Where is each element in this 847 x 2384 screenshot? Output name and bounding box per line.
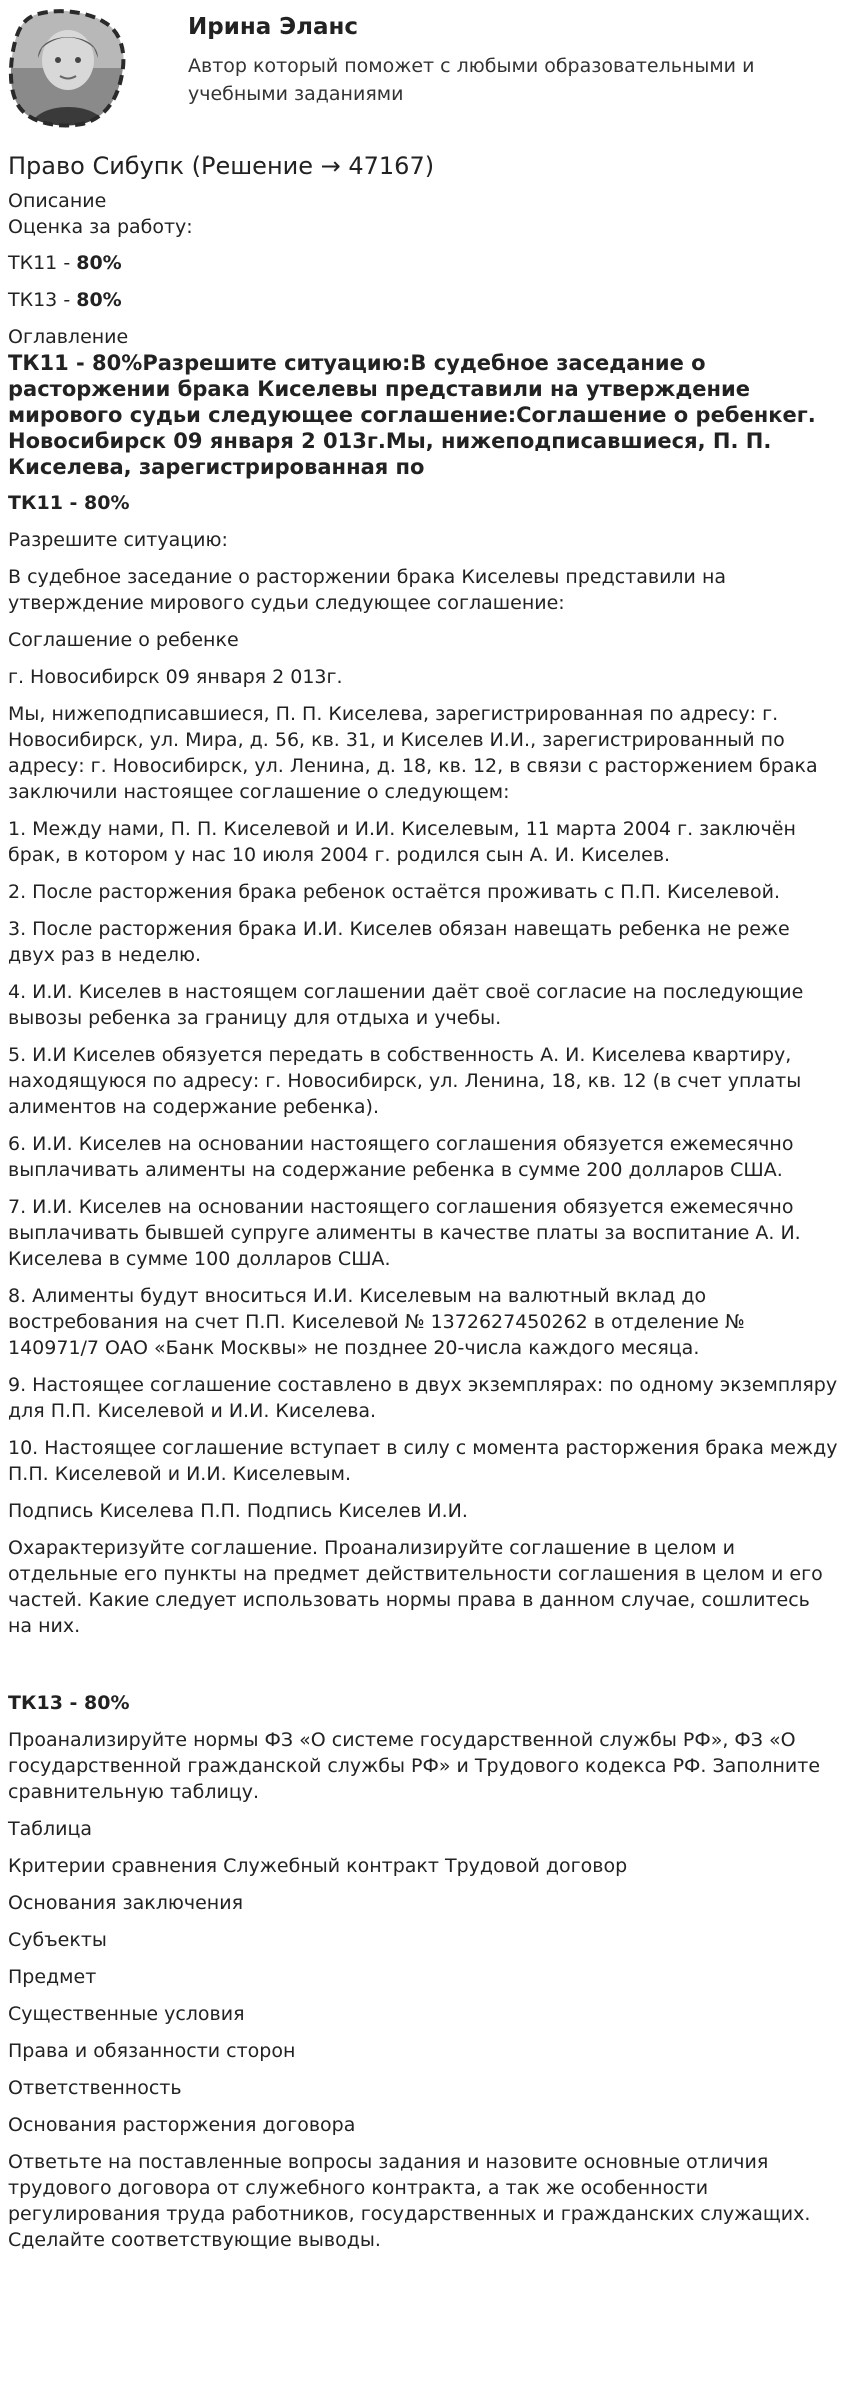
paragraph: Ответственность: [8, 2077, 182, 2099]
paragraph: г. Новосибирск 09 января 2 013г.: [8, 666, 343, 688]
paragraph: В судебное заседание о расторжении брака Киселевы представили на утверждение мирового судьи следующее соглашение:: [8, 566, 727, 614]
author-info: [188, 8, 839, 108]
paragraph: Мы, нижеподписавшиеся, П. П. Киселева, зарегистрированная по адресу: г. Новосибирск, ул. Мира, д. 56, кв. 31, и Киселев И.И., зарегистрированный по адресу: г. Новосибирск, ул. Ленина, д. 18, кв. 12, в связи с расторжением брака заключили настоящее соглашение о следующем:: [8, 703, 818, 803]
paragraph: 4. И.И. Киселев в настоящем соглашении даёт своё согласие на последующие вывозы ребенка за границу для отдыха и учебы.: [8, 981, 804, 1029]
section-spacer: [8, 1650, 839, 1690]
paragraph: 8. Алименты будут вноситься И.И. Киселевым на валютный вклад до востребования на счет П.П. Киселевой № 1372627450262 в отделение № 140971/7 ОАО «Банк Москвы» не позднее 20-числа каждого месяца.: [8, 1285, 745, 1359]
paragraph: Таблица: [8, 1818, 93, 1840]
rating-tk11: [8, 250, 839, 276]
rating-separator: -: [57, 252, 77, 274]
paragraph: Подпись Киселева П.П. Подпись Киселев И.И.: [8, 1500, 468, 1522]
paragraph: Разрешите ситуацию:: [8, 529, 228, 551]
rating-tk13: [8, 287, 839, 313]
avatar-image-icon: [8, 8, 128, 128]
page-title: Право Сибупк (Решение → 47167): [8, 152, 435, 180]
paragraph: 1. Между нами, П. П. Киселевой и И.И. Киселевым, 11 марта 2004 г. заключён брак, в котором у нас 10 июля 2004 г. родился сын А. И. Киселев.: [8, 818, 796, 866]
paragraph: Основания расторжения договора: [8, 2114, 356, 2136]
section-heading: ТК13 - 80%: [8, 1692, 130, 1714]
paragraph: Основания заключения: [8, 1892, 244, 1914]
rating-separator: -: [57, 289, 77, 311]
author-avatar[interactable]: [8, 8, 128, 128]
paragraph: Предмет: [8, 1966, 97, 1988]
paragraph: Ответьте на поставленные вопросы задания и назовите основные отличия трудового договора от служебного контракта, а так же особенности регулирования труда работников, государственных и гражданских служащих. Сделайте соответствующие выводы.: [8, 2151, 811, 2251]
author-card: [8, 0, 839, 150]
rating-value: 80%: [76, 252, 122, 274]
toc-label: Оглавление: [8, 326, 129, 348]
paragraph: Права и обязанности сторон: [8, 2040, 296, 2062]
paragraph: 5. И.И Киселев обязуется передать в собственность А. И. Киселева квартиру, находящуюся по адресу: г. Новосибирск, ул. Ленина, 18, кв. 12 (в счет уплаты алиментов на содержание ребенка).: [8, 1044, 802, 1118]
paragraph: 2. После расторжения брака ребенок остаётся проживать с П.П. Киселевой.: [8, 881, 781, 903]
paragraph: 6. И.И. Киселев на основании настоящего соглашения обязуется ежемесячно выплачивать алименты на содержание ребенка в сумме 200 долларов США.: [8, 1133, 794, 1181]
paragraph: Существенные условия: [8, 2003, 245, 2025]
rating-label: Оценка за работу:: [8, 216, 193, 238]
rating-value: 80%: [76, 289, 122, 311]
author-description: Автор который поможет с любыми образовательными и учебными заданиями: [188, 55, 755, 105]
section-heading: ТК11 - 80%: [8, 492, 130, 514]
paragraph: 3. После расторжения брака И.И. Киселев обязан навещать ребенка не реже двух раз в неделю.: [8, 918, 790, 966]
paragraph: 10. Настоящее соглашение вступает в силу с момента расторжения брака между П.П. Киселевой и И.И. Киселевым.: [8, 1437, 838, 1485]
toc-title: ТК11 - 80%Разрешите ситуацию:В судебное заседание о расторжении брака Киселевы представили на утверждение мирового судьи следующее соглашение:Соглашение о ребенкег. Новосибирск 09 января 2 013г.Мы, нижеподписавшиеся, П. П. Киселева, зарегистрированная по: [8, 351, 816, 479]
rating-name: ТК13: [8, 289, 58, 311]
paragraph: 7. И.И. Киселев на основании настоящего соглашения обязуется ежемесячно выплачивать бывшей супруге алименты в качестве платы за воспитание А. И. Киселева в сумме 100 долларов США.: [8, 1196, 801, 1270]
paragraph: Критерии сравнения Служебный контракт Трудовой договор: [8, 1855, 628, 1877]
author-name[interactable]: Ирина Эланс: [188, 14, 359, 40]
paragraph: 9. Настоящее соглашение составлено в двух экземплярах: по одному экземпляру для П.П. Киселевой и И.И. Киселева.: [8, 1374, 838, 1422]
paragraph: Соглашение о ребенке: [8, 629, 239, 651]
description-label: Описание: [8, 190, 107, 212]
section-tk13: [8, 1690, 839, 2253]
section-tk11: [8, 490, 839, 1639]
paragraph: Проанализируйте нормы ФЗ «О системе государственной службы РФ», ФЗ «О государственной гражданской службы РФ» и Трудового кодекса РФ. Заполните сравнительную таблицу.: [8, 1729, 821, 1803]
paragraph: Субъекты: [8, 1929, 107, 1951]
rating-name: ТК11: [8, 252, 58, 274]
paragraph: Охарактеризуйте соглашение. Проанализируйте соглашение в целом и отдельные его пункты на предмет действительности соглашения в целом и его частей. Какие следует использовать нормы права в данном случае, сошлитесь на них.: [8, 1537, 823, 1637]
